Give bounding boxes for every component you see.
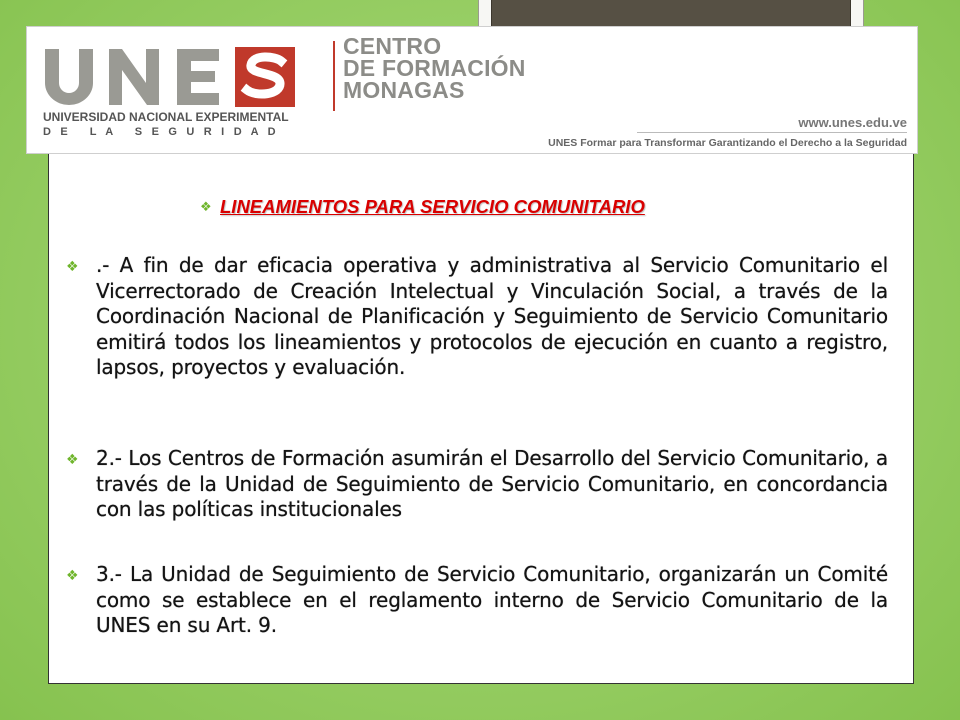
diamond-bullet-icon: ❖ [66, 452, 79, 468]
university-line1: UNIVERSIDAD NACIONAL EXPERIMENTAL [43, 110, 289, 124]
heading-text: LINEAMIENTOS PARA SERVICIO COMUNITARIO [220, 196, 645, 217]
section-heading [200, 196, 645, 218]
paragraph-text: .- A fin de dar eficacia operativa y administrativa al Servicio Comunitario el Vicerrectorado de Creación Intelectual y Vinculación Social, a través de la Coordinación Nacional de Planificación y Seguimiento de Servicio Comunitario emitirá todos los lineamientos y protocolos de ejecución en cuanto a registro, lapsos, proyectos y evaluación. [96, 253, 888, 379]
paragraph-text: 2.- Los Centros de Formación asumirán el Desarrollo del Servicio Comunitario, a través de la Unidad de Seguimiento de Servicio Comunitario, en concordancia con las políticas institucionales [96, 446, 888, 521]
paragraph-text: 3.- La Unidad de Seguimiento de Servicio Comunitario, organizarán un Comité como se establece en el reglamento interno de Servicio Comunitario de la UNES en su Art. 9. [96, 562, 888, 637]
paragraph-3 [66, 562, 888, 639]
tagline: UNES Formar para Transformar Garantizando el Derecho a la Seguridad [548, 137, 907, 149]
diamond-bullet-icon: ❖ [66, 568, 79, 584]
paragraph-2 [66, 446, 888, 523]
centro-line1: CENTRO [343, 33, 442, 59]
website-rule [637, 132, 907, 133]
centro-title [343, 35, 526, 101]
logo-divider [333, 41, 335, 111]
diamond-bullet-icon: ❖ [66, 259, 79, 275]
centro-line3: MONAGAS [343, 77, 465, 103]
unes-logo [39, 39, 329, 139]
logo-banner [26, 26, 918, 154]
centro-line2: DE FORMACIÓN [343, 55, 526, 81]
diamond-bullet-icon: ❖ [200, 199, 212, 215]
brand-text: UNES [39, 39, 42, 40]
website-url[interactable]: www.unes.edu.ve [798, 115, 907, 130]
university-line2: D E L A S E G U R I D A D [43, 126, 279, 138]
paragraph-1 [66, 253, 888, 381]
